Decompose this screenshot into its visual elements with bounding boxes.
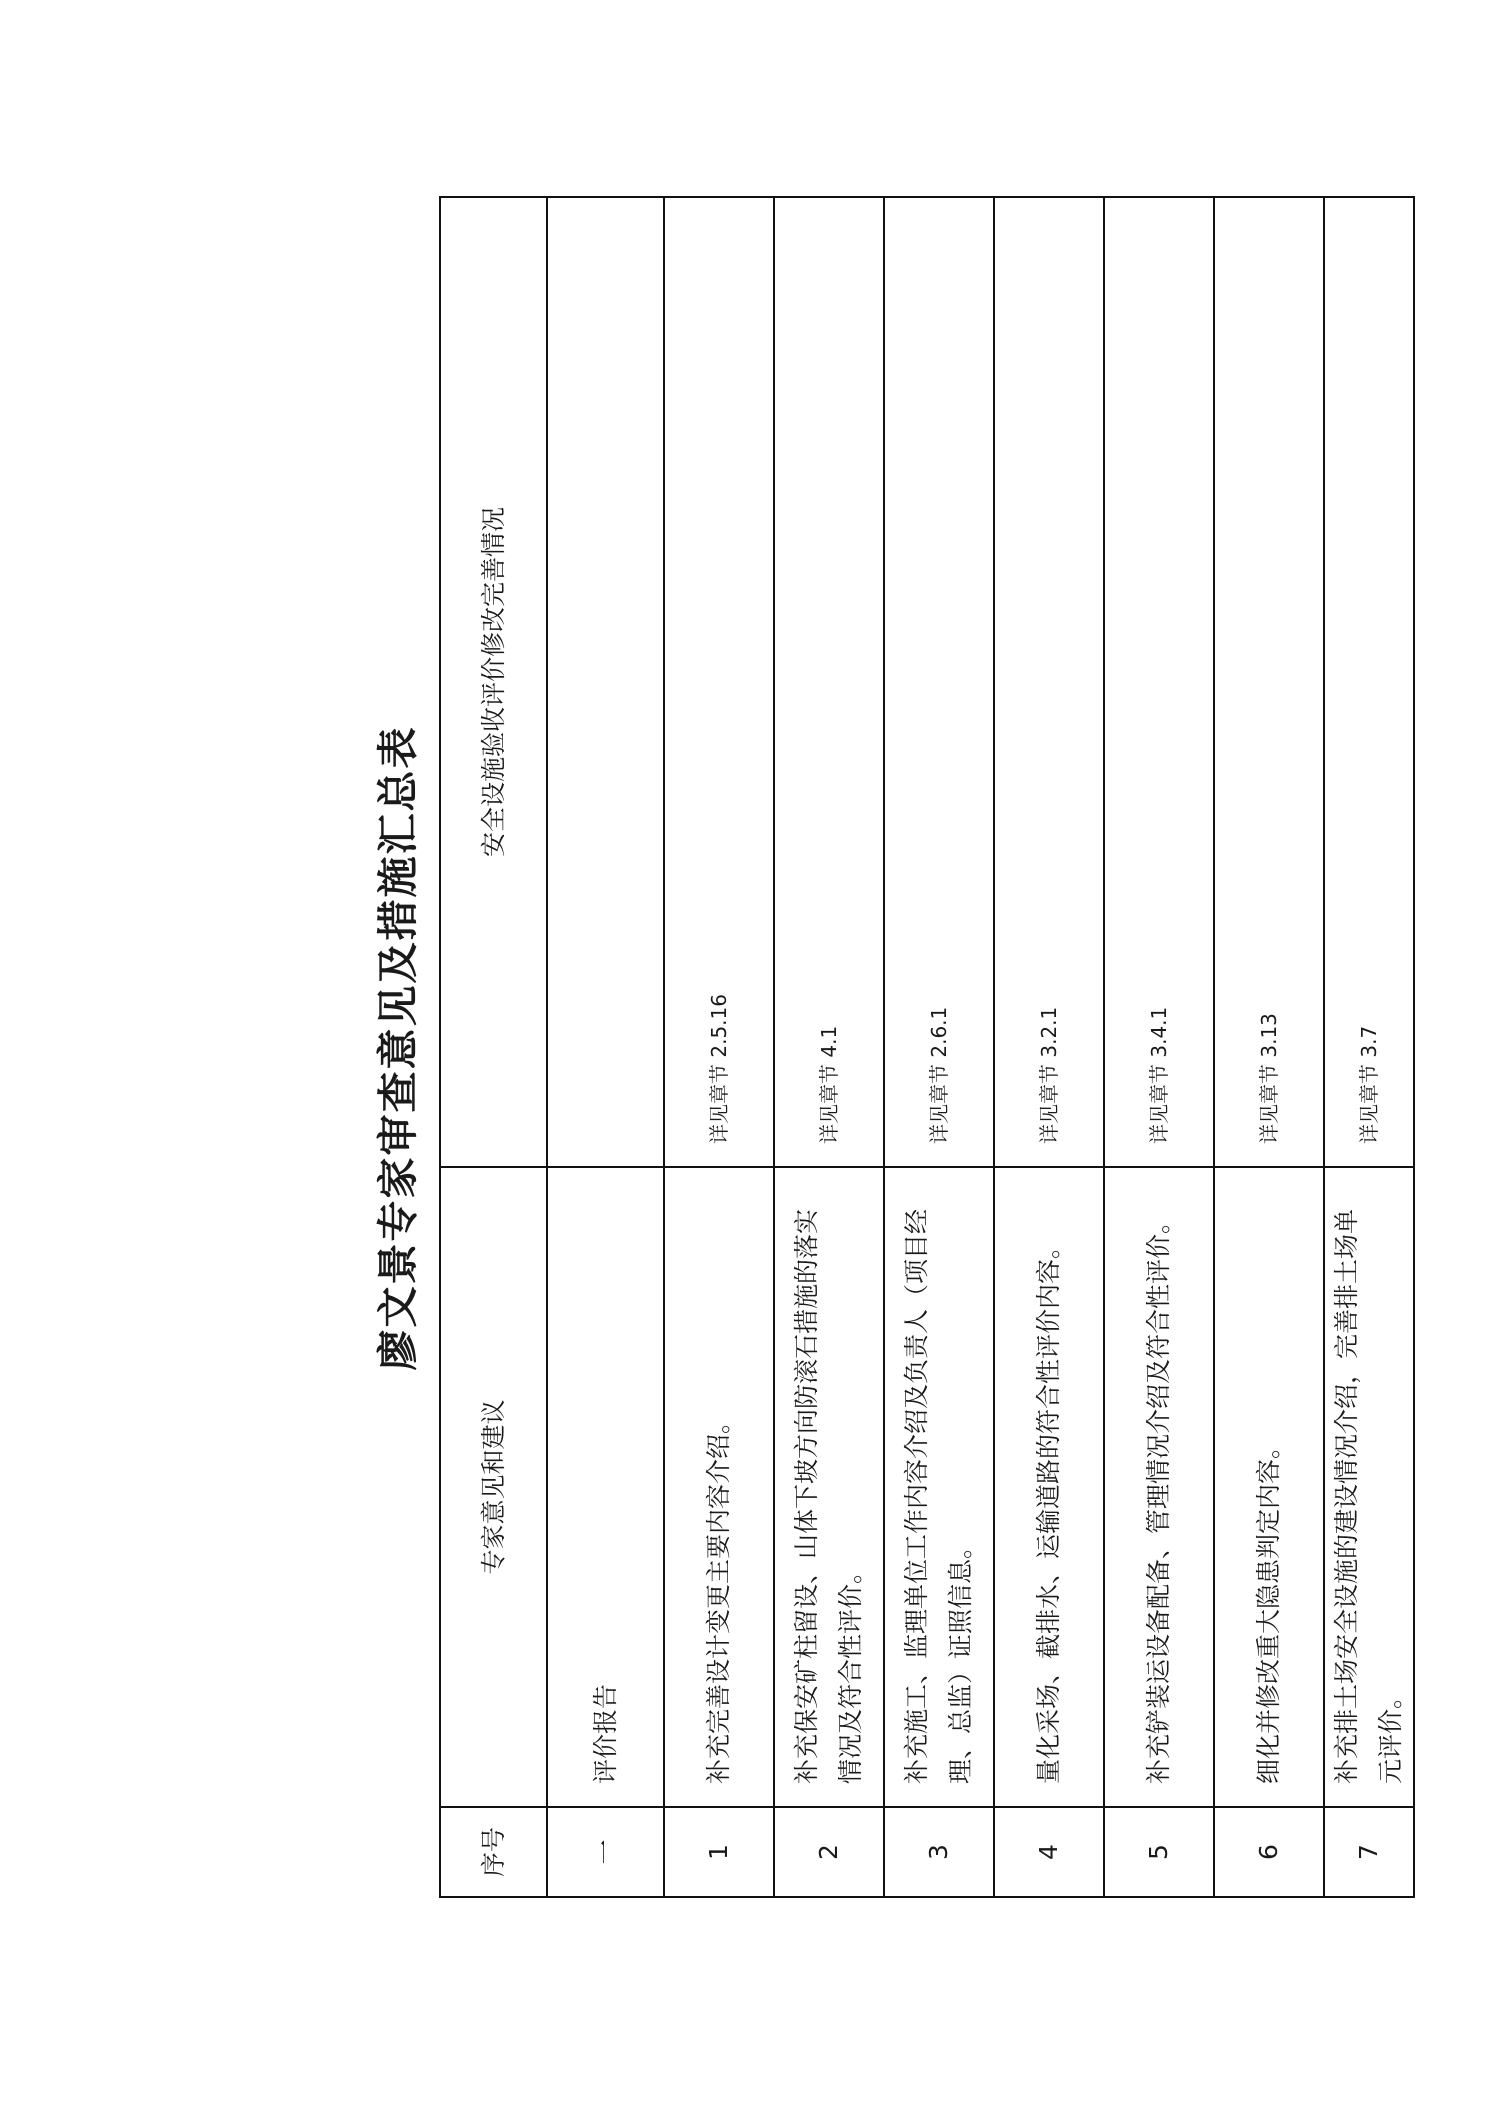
row-opinion: 细化并修改重大隐患判定内容。 [1214,1167,1324,1807]
table-row [774,197,884,1897]
row-opinion: 补充铲装运设备配备、管理情况介绍及符合性评价。 [1104,1167,1214,1807]
section-label: 评价报告 [547,1167,664,1807]
row-ref: 详见章节 4.1 [774,197,884,1167]
row-opinion: 补充完善设计变更主要内容介绍。 [664,1167,774,1807]
section-status [547,197,664,1167]
row-opinion: 补充保安矿柱留设、山体下坡方向防滚石措施的落实情况及符合性评价。 [774,1167,884,1807]
document-title: 廖文景专家审查意见及措施汇总表 [373,725,422,1371]
row-no: 5 [1104,1807,1214,1897]
header-status: 安全设施验收评价修改完善情况 [440,197,547,1167]
table-row [1104,197,1214,1897]
row-opinion: 补充施工、监理单位工作内容介绍及负责人（项目经理、总监）证照信息。 [884,1167,994,1807]
table-row [1214,197,1324,1897]
header-no: 序号 [440,1807,547,1897]
row-no: 2 [774,1807,884,1897]
section-row [547,197,664,1897]
row-ref: 详见章节 3.13 [1214,197,1324,1167]
row-opinion: 量化采场、截排水、运输道路的符合性评价内容。 [994,1167,1104,1807]
row-no: 6 [1214,1807,1324,1897]
rotated-page [359,198,1405,1898]
header-opinion: 专家意见和建议 [440,1167,547,1807]
table-row [664,197,774,1897]
row-no: 4 [994,1807,1104,1897]
row-ref: 详见章节 2.6.1 [884,197,994,1167]
row-ref: 详见章节 3.2.1 [994,197,1104,1167]
row-ref: 详见章节 3.4.1 [1104,197,1214,1167]
row-ref: 详见章节 2.5.16 [664,197,774,1167]
row-no: 3 [884,1807,994,1897]
table-row [994,197,1104,1897]
row-no: 1 [664,1807,774,1897]
section-no: 一 [547,1807,664,1897]
table-row [884,197,994,1897]
table-row [1324,197,1414,1897]
row-ref: 详见章节 3.7 [1324,197,1414,1167]
table-header-row [440,197,547,1897]
row-opinion: 补充排土场安全设施的建设情况介绍，完善排土场单元评价。 [1324,1167,1414,1807]
row-no: 7 [1324,1807,1414,1897]
summary-table [439,196,1415,1898]
